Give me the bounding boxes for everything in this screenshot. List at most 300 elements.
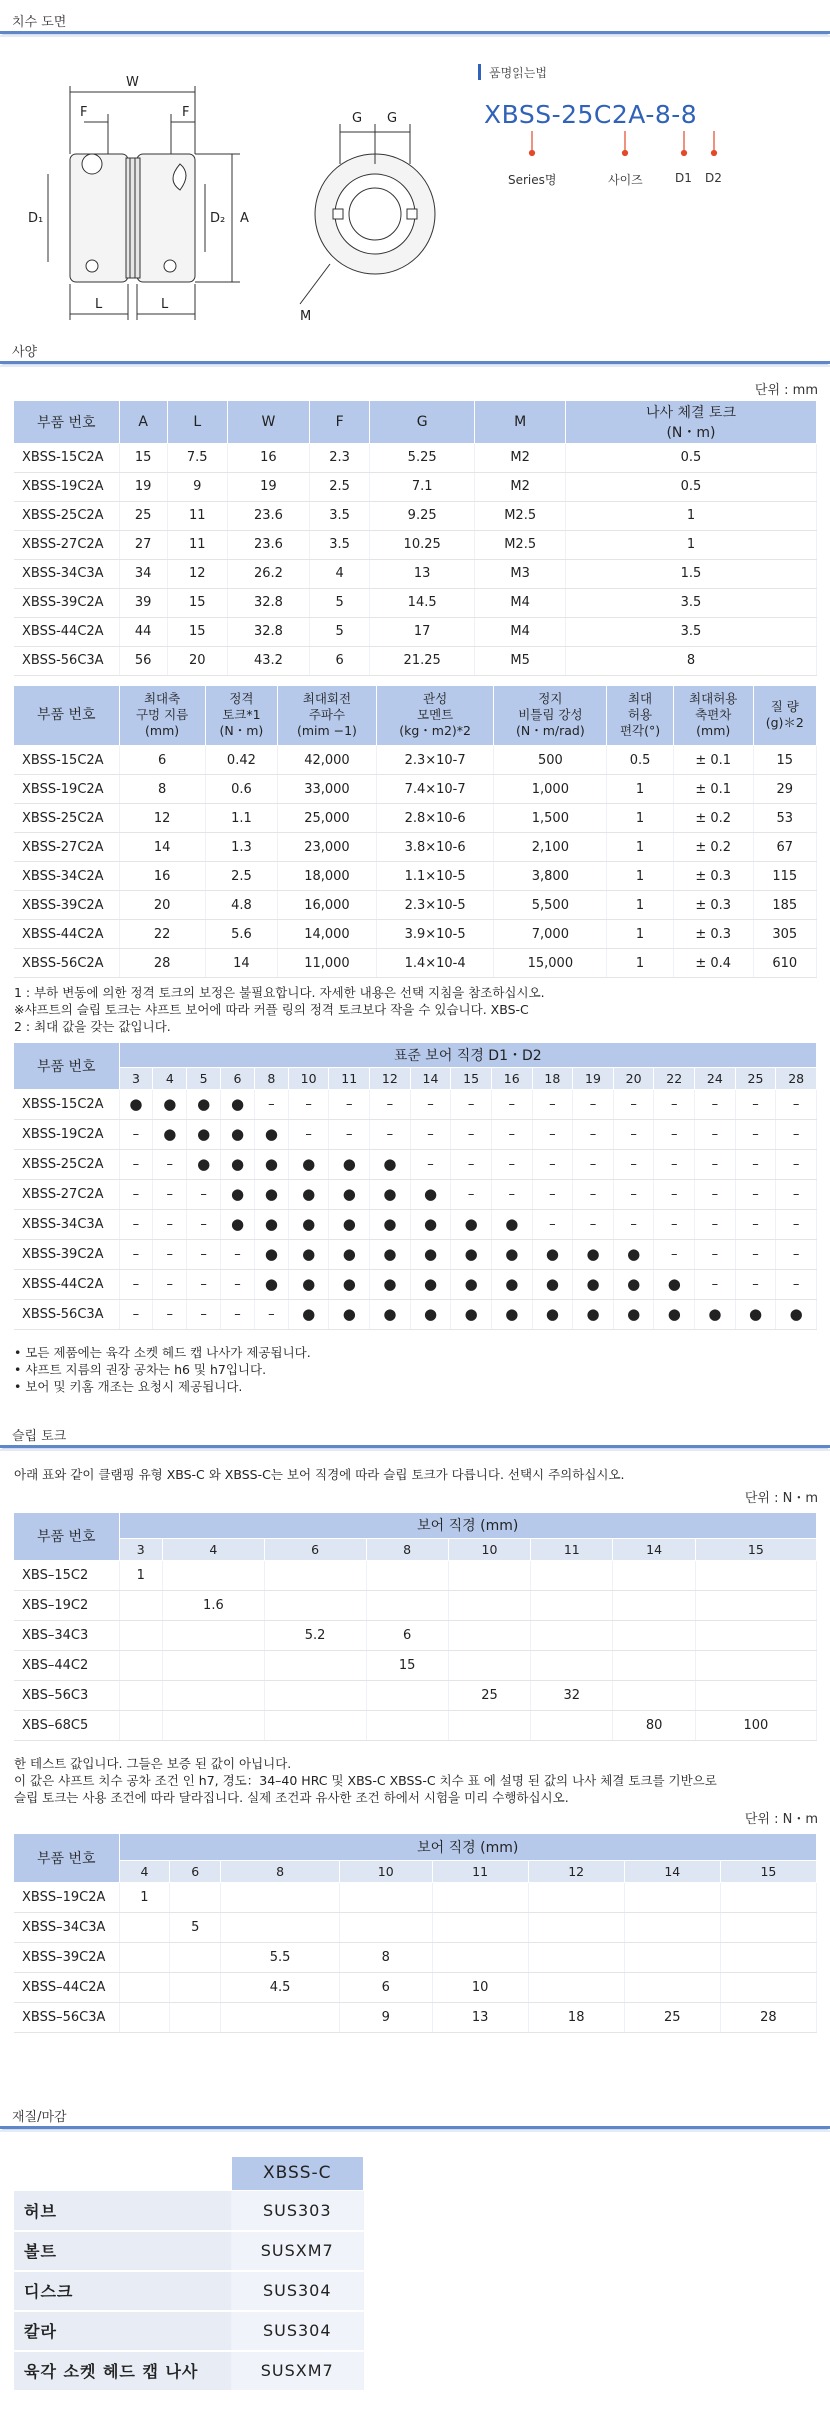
section-title: 사양 <box>12 345 38 360</box>
section-slip <box>0 1414 830 1448</box>
unavailable-dash: – <box>410 1119 451 1149</box>
unavailable-dash: – <box>119 1299 153 1329</box>
column-header: 16 <box>491 1067 532 1089</box>
value-cell: 0.42 <box>205 746 277 775</box>
unavailable-dash: – <box>654 1239 695 1269</box>
unavailable-dash: – <box>119 1239 153 1269</box>
table-row <box>14 2191 364 2231</box>
value-cell: 2.5 <box>205 862 277 891</box>
unavailable-dash: – <box>451 1149 492 1179</box>
unavailable-dash: – <box>532 1119 573 1149</box>
available-dot: ● <box>288 1299 329 1329</box>
column-header: 정지 비틀림 강성 (N・m/rad) <box>494 686 607 746</box>
slip-torque-cell <box>613 1651 695 1681</box>
slip-torque-cell: 10 <box>432 1972 528 2002</box>
column-header: 14 <box>624 1860 720 1882</box>
value-cell: 0.5 <box>565 472 816 501</box>
table-row <box>14 472 817 501</box>
value-cell: 3.5 <box>310 530 370 559</box>
unavailable-dash: – <box>573 1119 614 1149</box>
value-cell: 1 <box>607 833 674 862</box>
slip-torque-cell <box>119 2002 170 2032</box>
available-dot: ● <box>329 1299 370 1329</box>
value-cell: 1.3 <box>205 833 277 862</box>
unavailable-dash: – <box>491 1149 532 1179</box>
slip-torque-cell <box>119 1942 170 1972</box>
available-dot: ● <box>695 1299 736 1329</box>
part-number-cell: XBSS–39C2A <box>14 1942 119 1972</box>
table-row <box>14 646 817 675</box>
unavailable-dash: – <box>254 1299 288 1329</box>
column-header: 12 <box>528 1860 624 1882</box>
table-row <box>14 1942 817 1972</box>
value-cell: 11 <box>167 501 227 530</box>
code-part-d2: D2 <box>705 171 722 185</box>
value-cell: 19 <box>119 472 167 501</box>
note-line: 2 : 최대 값을 갖는 값입니다. <box>14 1019 171 1034</box>
available-dot: ● <box>254 1209 288 1239</box>
material-part-label: 칼라 <box>14 2311 231 2351</box>
value-cell: 7.4×10-7 <box>376 775 494 804</box>
value-cell: 3,800 <box>494 862 607 891</box>
slip-torque-cell <box>528 1882 624 1912</box>
material-part-label: 육각 소켓 헤드 캡 나사 <box>14 2351 231 2391</box>
unavailable-dash: – <box>451 1119 492 1149</box>
table-row <box>14 588 817 617</box>
available-dot: ● <box>254 1179 288 1209</box>
value-cell: 4.8 <box>205 891 277 920</box>
available-dot: ● <box>187 1119 221 1149</box>
dim-m-label: M <box>300 309 312 324</box>
unavailable-dash: – <box>187 1209 221 1239</box>
part-number-cell: XBSS-27C2A <box>14 530 119 559</box>
available-dot: ● <box>654 1299 695 1329</box>
available-dot: ● <box>221 1119 255 1149</box>
available-dot: ● <box>451 1269 492 1299</box>
unavailable-dash: – <box>735 1179 776 1209</box>
table-header-row <box>14 1513 817 1539</box>
unavailable-dash: – <box>119 1179 153 1209</box>
table-row <box>14 530 817 559</box>
unavailable-dash: – <box>153 1269 187 1299</box>
slip-torque-cell <box>531 1591 613 1621</box>
slip-torque-cell: 4.5 <box>221 1972 340 2002</box>
available-dot: ● <box>532 1299 573 1329</box>
unavailable-dash: – <box>451 1179 492 1209</box>
available-dot: ● <box>254 1269 288 1299</box>
note-line: 한 테스트 값입니다. 그들은 보증 된 값이 아닙니다. <box>14 1756 292 1771</box>
value-cell: 8 <box>565 646 816 675</box>
value-cell: 0.5 <box>565 443 816 472</box>
column-header: 6 <box>264 1539 366 1561</box>
value-cell: 5 <box>310 617 370 646</box>
value-cell: 1.5 <box>565 559 816 588</box>
value-cell: 2.8×10-6 <box>376 804 494 833</box>
unavailable-dash: – <box>221 1269 255 1299</box>
value-cell: 14 <box>205 949 277 978</box>
slip-torque-cell <box>264 1561 366 1591</box>
note-line: 이 값은 샤프트 치수 공차 조건 인 h7, 경도：34–40 HRC 및 XBS-C XBSS-C 치수 표 에 설명 된 값의 나사 체결 토크를 기반으로 <box>14 1773 717 1788</box>
value-cell: 23,000 <box>278 833 377 862</box>
unavailable-dash: – <box>288 1089 329 1119</box>
part-number-cell: XBSS-44C2A <box>14 1269 119 1299</box>
available-dot: ● <box>221 1149 255 1179</box>
unavailable-dash: – <box>613 1119 654 1149</box>
unavailable-dash: – <box>695 1149 736 1179</box>
value-cell: M4 <box>475 588 566 617</box>
spec-notes <box>0 984 830 1035</box>
part-number-cell: XBSS–34C3A <box>14 1912 119 1942</box>
table-row <box>14 746 817 775</box>
unavailable-dash: – <box>451 1089 492 1119</box>
value-cell: 9 <box>167 472 227 501</box>
value-cell: 3.5 <box>310 501 370 530</box>
dim-l-label: L <box>95 297 103 312</box>
available-dot: ● <box>329 1239 370 1269</box>
table-header-row <box>14 2157 364 2191</box>
unavailable-dash: – <box>410 1149 451 1179</box>
slip-torque-cell <box>624 1972 720 2002</box>
unavailable-dash: – <box>776 1179 817 1209</box>
value-cell: 43.2 <box>227 646 310 675</box>
slip-torque-cell <box>119 1711 163 1741</box>
slip-torque-cell: 1 <box>119 1882 170 1912</box>
value-cell: M4 <box>475 617 566 646</box>
table-row <box>14 1089 817 1119</box>
value-cell: 32.8 <box>227 617 310 646</box>
value-cell: 6 <box>119 746 205 775</box>
value-cell: 9.25 <box>369 501 474 530</box>
available-dot: ● <box>329 1209 370 1239</box>
value-cell: ± 0.2 <box>673 833 753 862</box>
column-header: 최대허용 축편차 (mm) <box>673 686 753 746</box>
column-header: 19 <box>573 1067 614 1089</box>
column-header: 관성 모멘트 (kg・m2)*2 <box>376 686 494 746</box>
value-cell: 2.5 <box>310 472 370 501</box>
column-header: 부품 번호 <box>14 401 119 443</box>
part-number-cell: XBSS-34C3A <box>14 1209 119 1239</box>
unavailable-dash: – <box>119 1269 153 1299</box>
unavailable-dash: – <box>153 1179 187 1209</box>
dim-w-label: W <box>126 75 139 90</box>
table-header-row <box>14 1860 817 1882</box>
table-row <box>14 501 817 530</box>
unavailable-dash: – <box>370 1119 411 1149</box>
slip-torque-cell: 13 <box>432 2002 528 2032</box>
table-header-row <box>14 1539 817 1561</box>
slip-torque-cell <box>531 1561 613 1591</box>
column-header: 15 <box>695 1539 816 1561</box>
spec-table-2 <box>14 686 817 979</box>
slip-torque-cell <box>613 1621 695 1651</box>
column-header: 11 <box>329 1067 370 1089</box>
slip-torque-cell <box>531 1651 613 1681</box>
value-cell: M3 <box>475 559 566 588</box>
unavailable-dash: – <box>776 1119 817 1149</box>
dim-l2-label: L <box>161 297 169 312</box>
value-cell: 3.5 <box>565 588 816 617</box>
unavailable-dash: – <box>187 1179 221 1209</box>
available-dot: ● <box>532 1239 573 1269</box>
value-cell: ± 0.3 <box>673 862 753 891</box>
value-cell: ± 0.4 <box>673 949 753 978</box>
available-dot: ● <box>491 1239 532 1269</box>
value-cell: 23.6 <box>227 501 310 530</box>
table-row <box>14 1179 817 1209</box>
slip-torque-cell <box>170 1942 221 1972</box>
available-dot: ● <box>288 1149 329 1179</box>
table-row <box>14 1239 817 1269</box>
unavailable-dash: – <box>187 1299 221 1329</box>
available-dot: ● <box>187 1149 221 1179</box>
value-cell: 25 <box>119 501 167 530</box>
value-cell: 20 <box>119 891 205 920</box>
column-header: 6 <box>170 1860 221 1882</box>
value-cell: 18,000 <box>278 862 377 891</box>
value-cell: 4 <box>310 559 370 588</box>
value-cell: 1 <box>607 775 674 804</box>
material-value: SUSXM7 <box>231 2231 364 2271</box>
slip-torque-cell: 8 <box>339 1942 432 1972</box>
dim-g-label: G <box>352 111 363 126</box>
value-cell: 1.1×10-5 <box>376 862 494 891</box>
value-cell: 1,000 <box>494 775 607 804</box>
column-header: 8 <box>254 1067 288 1089</box>
available-dot: ● <box>573 1239 614 1269</box>
value-cell: ± 0.1 <box>673 775 753 804</box>
value-cell: 16,000 <box>278 891 377 920</box>
slip-torque-cell <box>695 1681 816 1711</box>
value-cell: 28 <box>119 949 205 978</box>
part-number-cell: XBSS-19C2A <box>14 775 119 804</box>
part-number-cell: XBSS-15C2A <box>14 746 119 775</box>
section-title: 재질/마감 <box>12 2109 67 2125</box>
slip-torque-cell <box>613 1681 695 1711</box>
value-cell: 5 <box>310 588 370 617</box>
note-line: ※샤프트의 슬립 토크는 샤프트 보어에 따라 커플 링의 정격 토크보다 작을 수 있습니다. XBS-C <box>14 1002 529 1017</box>
slip-torque-cell <box>221 1882 340 1912</box>
column-header: 최대축 구멍 지름 (mm) <box>119 686 205 746</box>
part-number-cell: XBSS-27C2A <box>14 1179 119 1209</box>
value-cell: 6 <box>310 646 370 675</box>
unavailable-dash: – <box>491 1119 532 1149</box>
column-header: 4 <box>163 1539 265 1561</box>
slip-torque-cell: 15 <box>366 1651 448 1681</box>
material-value: SUS304 <box>231 2271 364 2311</box>
slip-table-2 <box>14 1834 817 2033</box>
part-number-cell: XBSS-19C2A <box>14 472 119 501</box>
unavailable-dash: – <box>573 1089 614 1119</box>
slip-torque-cell <box>720 1972 816 2002</box>
value-cell: 12 <box>119 804 205 833</box>
slip-torque-cell <box>720 1942 816 1972</box>
part-number-cell: XBSS-25C2A <box>14 501 119 530</box>
column-header: 12 <box>370 1067 411 1089</box>
value-cell: 16 <box>227 443 310 472</box>
section-title: 슬립 토크 <box>12 1428 67 1444</box>
slip-torque-cell: 1.6 <box>163 1591 265 1621</box>
value-cell: M2 <box>475 443 566 472</box>
unavailable-dash: – <box>613 1179 654 1209</box>
unavailable-dash: – <box>695 1209 736 1239</box>
material-part-label: 볼트 <box>14 2231 231 2271</box>
slip-torque-cell: 25 <box>624 2002 720 2032</box>
slip-torque-cell <box>720 1882 816 1912</box>
unavailable-dash: – <box>573 1209 614 1239</box>
part-number-cell: XBS–19C2 <box>14 1591 119 1621</box>
available-dot: ● <box>451 1299 492 1329</box>
note-line: 슬립 토크는 사용 조건에 따라 달라집니다. 실제 조건과 유사한 조건 하에서 시험을 미리 수행하십시오. <box>14 1790 569 1805</box>
column-header: L <box>167 401 227 443</box>
value-cell: 1 <box>607 804 674 833</box>
material-value: SUSXM7 <box>231 2351 364 2391</box>
value-cell: 8 <box>119 775 205 804</box>
slip-torque-cell: 28 <box>720 2002 816 2032</box>
table-row <box>14 1651 817 1681</box>
value-cell: 39 <box>119 588 167 617</box>
value-cell: M5 <box>475 646 566 675</box>
part-code-heading: 품명읽는법 <box>478 64 808 80</box>
table-row <box>14 1621 817 1651</box>
slip-torque-cell <box>170 2002 221 2032</box>
unavailable-dash: – <box>221 1299 255 1329</box>
value-cell: 26.2 <box>227 559 310 588</box>
value-cell: 1 <box>607 891 674 920</box>
part-number-cell: XBS–56C3 <box>14 1681 119 1711</box>
unavailable-dash: – <box>119 1209 153 1239</box>
slip-torque-cell: 25 <box>448 1681 530 1711</box>
value-cell: ± 0.2 <box>673 804 753 833</box>
table-header-row <box>14 1834 817 1860</box>
column-header: 최대 허용 편각(°) <box>607 686 674 746</box>
table-row <box>14 2231 364 2271</box>
value-cell: 7,000 <box>494 920 607 949</box>
slip-torque-cell <box>528 1972 624 2002</box>
unavailable-dash: – <box>187 1269 221 1299</box>
available-dot: ● <box>451 1239 492 1269</box>
table-header-row <box>14 1067 817 1089</box>
slip-torque-cell <box>264 1591 366 1621</box>
value-cell: 185 <box>753 891 816 920</box>
available-dot: ● <box>451 1209 492 1239</box>
value-cell: 0.5 <box>607 746 674 775</box>
value-cell: 13 <box>369 559 474 588</box>
unavailable-dash: – <box>410 1089 451 1119</box>
note-line: • 모든 제품에는 육각 소켓 헤드 캡 나사가 제공됩니다. <box>14 1344 311 1360</box>
slip-torque-cell <box>366 1681 448 1711</box>
unavailable-dash: – <box>735 1239 776 1269</box>
slip-torque-cell <box>528 1942 624 1972</box>
column-header: 24 <box>695 1067 736 1089</box>
table-header-row <box>14 1043 817 1067</box>
slip-torque-cell <box>339 1882 432 1912</box>
value-cell: 10.25 <box>369 530 474 559</box>
available-dot: ● <box>573 1269 614 1299</box>
value-cell: ± 0.3 <box>673 891 753 920</box>
note-line: • 샤프트 지름의 권장 공차는 h6 및 h7입니다. <box>14 1361 267 1377</box>
available-dot: ● <box>187 1089 221 1119</box>
table-row <box>14 2271 364 2311</box>
material-value: SUS304 <box>231 2311 364 2351</box>
available-dot: ● <box>254 1119 288 1149</box>
slip-torque-cell: 5.5 <box>221 1942 340 1972</box>
available-dot: ● <box>370 1269 411 1299</box>
value-cell: 305 <box>753 920 816 949</box>
value-cell: 3.5 <box>565 617 816 646</box>
available-dot: ● <box>735 1299 776 1329</box>
section-material <box>0 2095 830 2129</box>
slip-torque-cell <box>366 1561 448 1591</box>
available-dot: ● <box>491 1299 532 1329</box>
table-row <box>14 2002 817 2032</box>
value-cell: 1.1 <box>205 804 277 833</box>
unavailable-dash: – <box>153 1239 187 1269</box>
available-dot: ● <box>254 1239 288 1269</box>
column-header: 18 <box>532 1067 573 1089</box>
available-dot: ● <box>410 1299 451 1329</box>
slip-torque-cell <box>221 1912 340 1942</box>
value-cell: 19 <box>227 472 310 501</box>
part-code-pointers <box>478 129 808 167</box>
available-dot: ● <box>370 1149 411 1179</box>
unavailable-dash: – <box>735 1269 776 1299</box>
slip-torque-cell <box>624 1882 720 1912</box>
available-dot: ● <box>221 1179 255 1209</box>
available-dot: ● <box>491 1269 532 1299</box>
column-header: XBSS-C <box>231 2157 364 2191</box>
value-cell: 42,000 <box>278 746 377 775</box>
column-header: 부품 번호 <box>14 1043 119 1089</box>
value-cell: 12 <box>167 559 227 588</box>
unavailable-dash: – <box>654 1149 695 1179</box>
available-dot: ● <box>410 1179 451 1209</box>
unavailable-dash: – <box>613 1209 654 1239</box>
slip-torque-cell <box>170 1972 221 2002</box>
dim-d2-label: D₂ <box>210 211 226 226</box>
slip-torque-cell: 6 <box>339 1972 432 2002</box>
available-dot: ● <box>410 1239 451 1269</box>
value-cell: 16 <box>119 862 205 891</box>
available-dot: ● <box>153 1089 187 1119</box>
available-dot: ● <box>288 1269 329 1299</box>
value-cell: ± 0.1 <box>673 746 753 775</box>
slip-torque-cell <box>264 1681 366 1711</box>
table-row <box>14 833 817 862</box>
value-cell: 0.6 <box>205 775 277 804</box>
table-row <box>14 1149 817 1179</box>
value-cell: 115 <box>753 862 816 891</box>
slip-torque-cell <box>221 2002 340 2032</box>
slip-torque-cell: 5 <box>170 1912 221 1942</box>
dim-f2-label: F <box>182 105 190 120</box>
value-cell: 23.6 <box>227 530 310 559</box>
column-header: 15 <box>720 1860 816 1882</box>
material-part-label: 허브 <box>14 2191 231 2231</box>
table-row <box>14 2351 364 2391</box>
slip-torque-cell: 80 <box>613 1711 695 1741</box>
unavailable-dash: – <box>370 1089 411 1119</box>
bore-table <box>14 1043 817 1330</box>
value-cell: 1 <box>607 949 674 978</box>
slip-torque-cell <box>448 1621 530 1651</box>
column-header: 3 <box>119 1539 163 1561</box>
unavailable-dash: – <box>221 1239 255 1269</box>
slip-torque-cell <box>448 1651 530 1681</box>
column-header: G <box>369 401 474 443</box>
slip-torque-cell: 9 <box>339 2002 432 2032</box>
value-cell: 2.3×10-5 <box>376 891 494 920</box>
value-cell: 14,000 <box>278 920 377 949</box>
